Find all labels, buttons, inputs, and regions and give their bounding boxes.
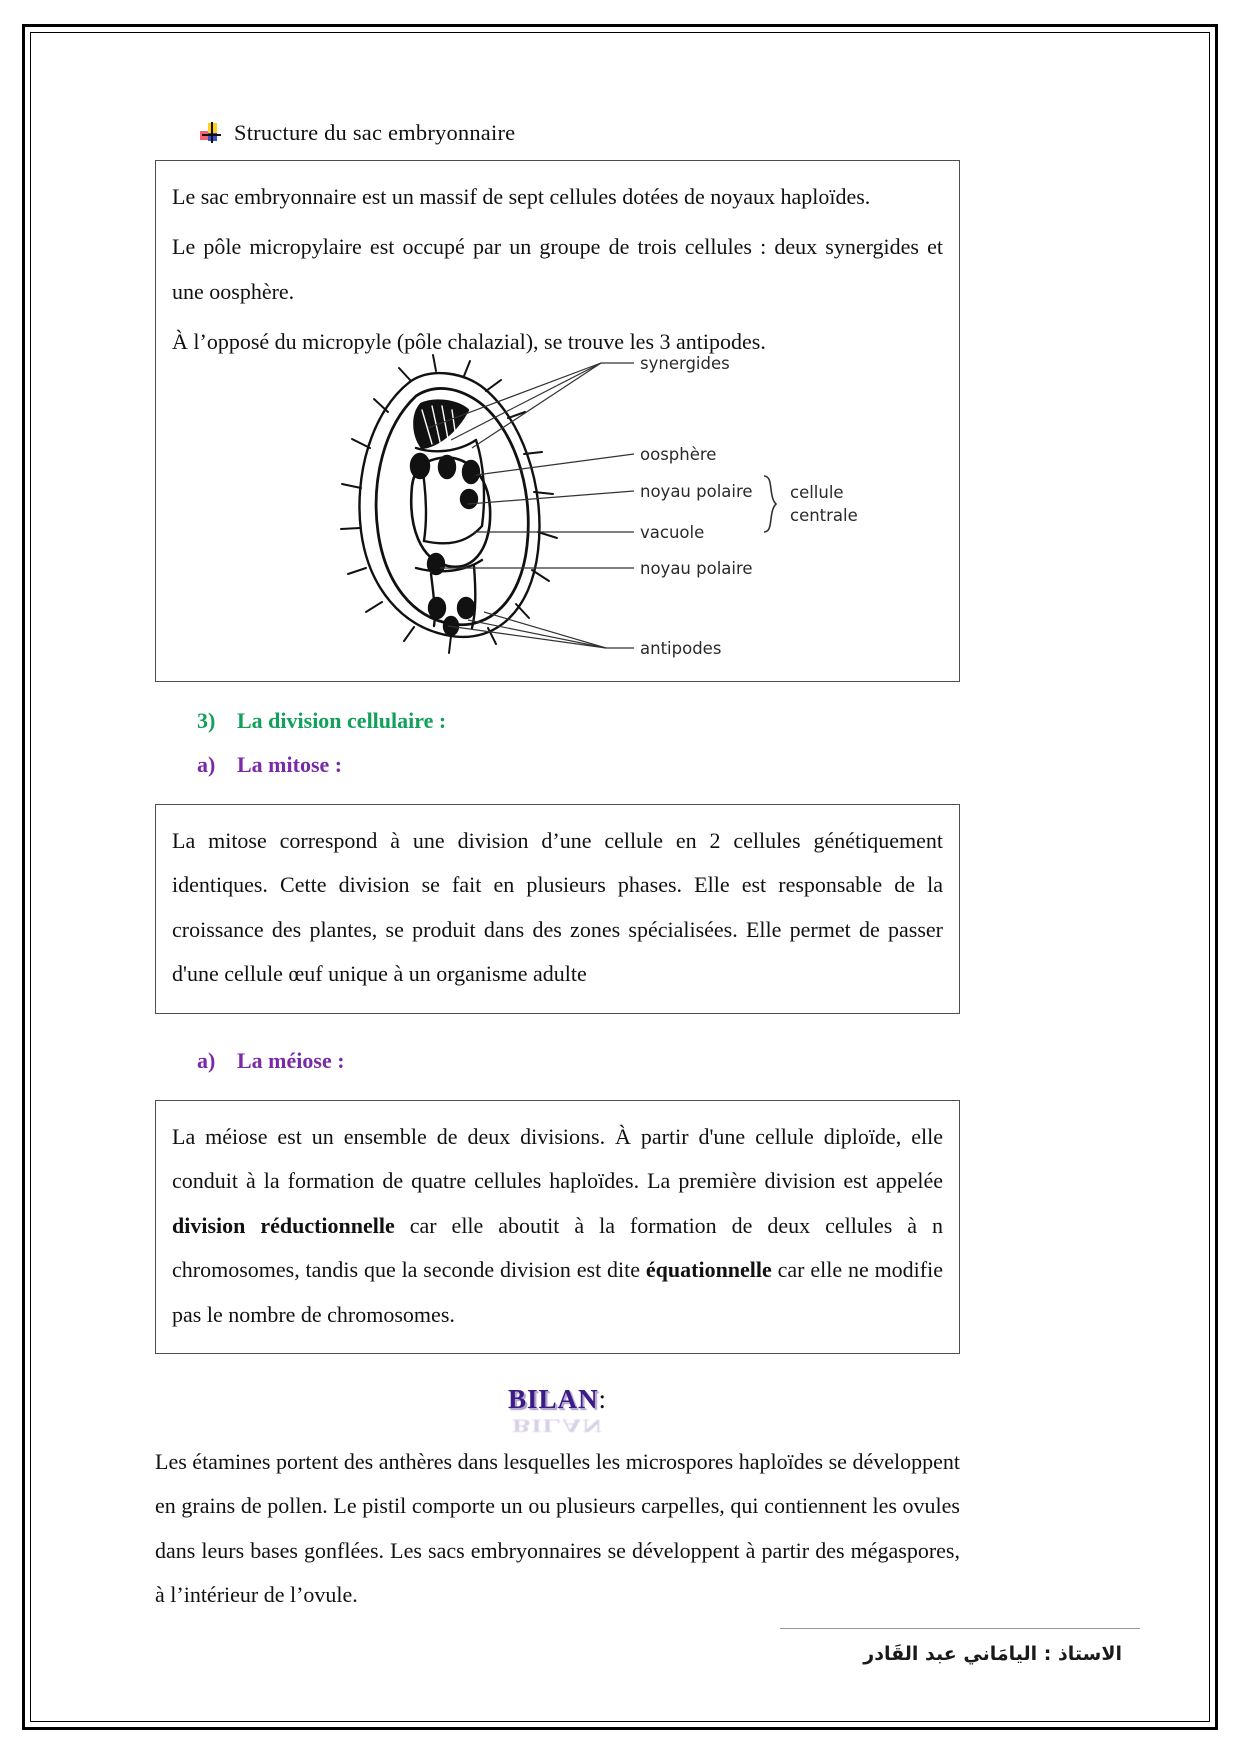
footer-author: الاستاذ : اليامَاني عبد القَادر bbox=[863, 1643, 1122, 1665]
bilan-heading-wrap bbox=[155, 1383, 960, 1437]
meiose-text-part1: La méiose est un ensemble de deux divisions. À partir d'une cellule diploïde, elle conduit à la formation de quatre cellules haploïdes. La première division est appelée bbox=[172, 1123, 943, 1194]
meiose-paragraph bbox=[172, 1115, 943, 1337]
figure-label-synergides: synergides bbox=[640, 354, 730, 373]
section-la-mitose bbox=[197, 752, 960, 778]
figure-label-noyau-polaire-bottom: noyau polaire bbox=[640, 559, 753, 578]
textbox-sac-embryonnaire bbox=[155, 160, 960, 682]
sac-line-1: Le sac embryonnaire est un massif de sept cellules dotées de noyaux haploïdes. bbox=[172, 184, 871, 209]
figure-label-oosphere: oosphère bbox=[640, 445, 717, 464]
figure-label-noyau-polaire-top: noyau polaire bbox=[640, 482, 753, 501]
section-division-cellulaire bbox=[197, 708, 960, 734]
colored-cross-bullet-icon bbox=[200, 123, 220, 143]
section-heading-structure bbox=[200, 120, 960, 146]
figure-label-antipodes: antipodes bbox=[640, 639, 722, 658]
figure-label-vacuole: vacuole bbox=[640, 523, 705, 542]
document-footer bbox=[740, 1628, 1140, 1665]
bilan-heading bbox=[508, 1384, 607, 1415]
figure-label-cellule-centrale-line1: cellule bbox=[790, 483, 844, 502]
meiose-text-part3: car elle ne modifie pas le nombre de chromosomes. bbox=[172, 1257, 943, 1327]
section-heading-label: Structure du sac embryonnaire bbox=[234, 120, 516, 145]
figure-label-cellule-centrale-line2: centrale bbox=[790, 506, 858, 525]
section-marker-3: 3) bbox=[197, 708, 216, 733]
footer-divider bbox=[780, 1628, 1140, 1629]
textbox-mitose bbox=[155, 804, 960, 1014]
bilan-word: BILAN bbox=[507, 1383, 599, 1414]
meiose-bold-reductionnelle: division réductionnelle bbox=[172, 1212, 395, 1238]
textbox-meiose bbox=[155, 1100, 960, 1354]
sac-line-2: Le pôle micropylaire est occupé par un groupe de trois cellules : deux synergides et une oosphère. bbox=[172, 234, 943, 304]
sac-line-3: À l’opposé du micropyle (pôle chalazial), se trouve les 3 antipodes. bbox=[172, 329, 766, 355]
bilan-body bbox=[155, 1440, 960, 1618]
section-la-meiose bbox=[197, 1048, 960, 1074]
section-title-la-meiose: La méiose : bbox=[237, 1047, 345, 1073]
bilan-paragraph: Les étamines portent des anthères dans lesquelles les microspores haploïdes se développent en grains de pollen. Le pistil comporte un ou plusieurs carpelles, qui contiennent les ovules dans leurs bases gonflées. Les sacs embryonnaires se développent à partir des mégaspores, à l’intérieur de l’ovule. bbox=[155, 1448, 960, 1608]
sac-embryonnaire-figure bbox=[316, 336, 936, 666]
section-marker-a-meiose: a) bbox=[197, 1047, 216, 1073]
bilan-colon: : bbox=[598, 1383, 608, 1414]
mitose-paragraph: La mitose correspond à une division d’une cellule en 2 cellules génétiquement identiques. Cette division se fait en plusieurs phases. Elle est responsable de la croissance des plantes, se produit dans des zones spécialisées. Elle permet de passer d'une cellule œuf unique à un organisme adulte bbox=[172, 828, 943, 987]
document-content bbox=[155, 120, 960, 1618]
section-title-division-cellulaire: La division cellulaire : bbox=[237, 708, 447, 733]
section-marker-a-mitose: a) bbox=[197, 752, 216, 777]
bilan-reflection: BILAN bbox=[512, 1414, 603, 1437]
meiose-text-part2: car elle aboutit à la formation de deux cellules à n chromosomes, tandis que la seconde division est dite bbox=[172, 1212, 944, 1283]
meiose-bold-equationnelle: équationnelle bbox=[645, 1257, 772, 1283]
section-title-la-mitose: La mitose : bbox=[237, 752, 343, 777]
